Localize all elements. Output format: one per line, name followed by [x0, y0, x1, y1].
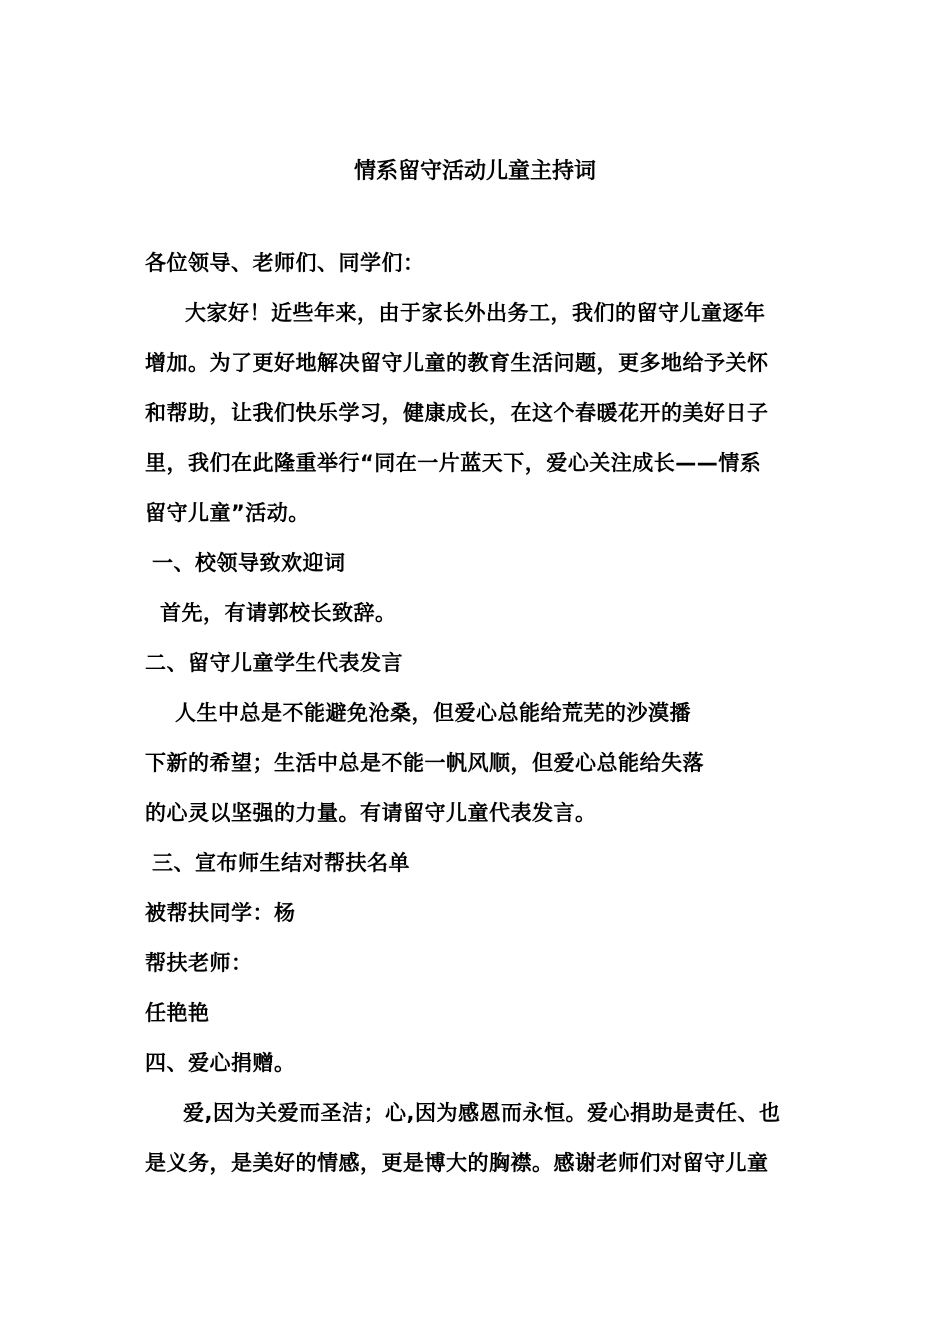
section-2-body-line: 的心灵以坚强的力量。有请留守儿童代表发言。: [145, 801, 597, 825]
section-1-body: 首先，有请郭校长致辞。: [160, 601, 397, 625]
document-title: 情系留守活动儿童主持词: [353, 159, 596, 184]
section-3-teacher-label: 帮扶老师：: [145, 951, 253, 975]
intro-paragraph-line: 增加。为了更好地解决留守儿童的教育生活问题，更多地给予关怀: [145, 351, 769, 375]
section-3-student-line: 被帮扶同学：杨: [145, 901, 296, 925]
section-4-heading: 四、爱心捐赠。: [145, 1051, 296, 1075]
intro-paragraph-line: 留守儿童”活动。: [145, 501, 310, 525]
section-3-teacher-name: 任艳艳: [145, 1001, 210, 1025]
intro-paragraph-line: 大家好！近些年来，由于家长外出务工，我们的留守儿童逐年: [185, 301, 766, 325]
intro-paragraph-line: 和帮助，让我们快乐学习，健康成长，在这个春暖花开的美好日子: [145, 401, 769, 425]
section-2-body-line: 人生中总是不能避免沧桑，但爱心总能给荒芜的沙漠播: [175, 701, 691, 725]
greeting-line: 各位领导、老师们、同学们：: [145, 251, 425, 275]
section-4-body-line: 是义务，是美好的情感，更是博大的胸襟。感谢老师们对留守儿童: [145, 1151, 769, 1175]
section-4-body-line: 爱,因为关爱而圣洁；心,因为感恩而永恒。爱心捐助是责任、也: [183, 1101, 781, 1125]
section-2-heading: 二、留守儿童学生代表发言: [145, 651, 403, 675]
section-3-heading: 三、宣布师生结对帮扶名单: [152, 851, 410, 875]
section-1-heading: 一、校领导致欢迎词: [152, 551, 346, 575]
intro-paragraph-line: 里，我们在此隆重举行“同在一片蓝天下，爱心关注成长——情系: [145, 451, 762, 475]
section-2-body-line: 下新的希望；生活中总是不能一帆风顺，但爱心总能给失落: [145, 751, 704, 775]
